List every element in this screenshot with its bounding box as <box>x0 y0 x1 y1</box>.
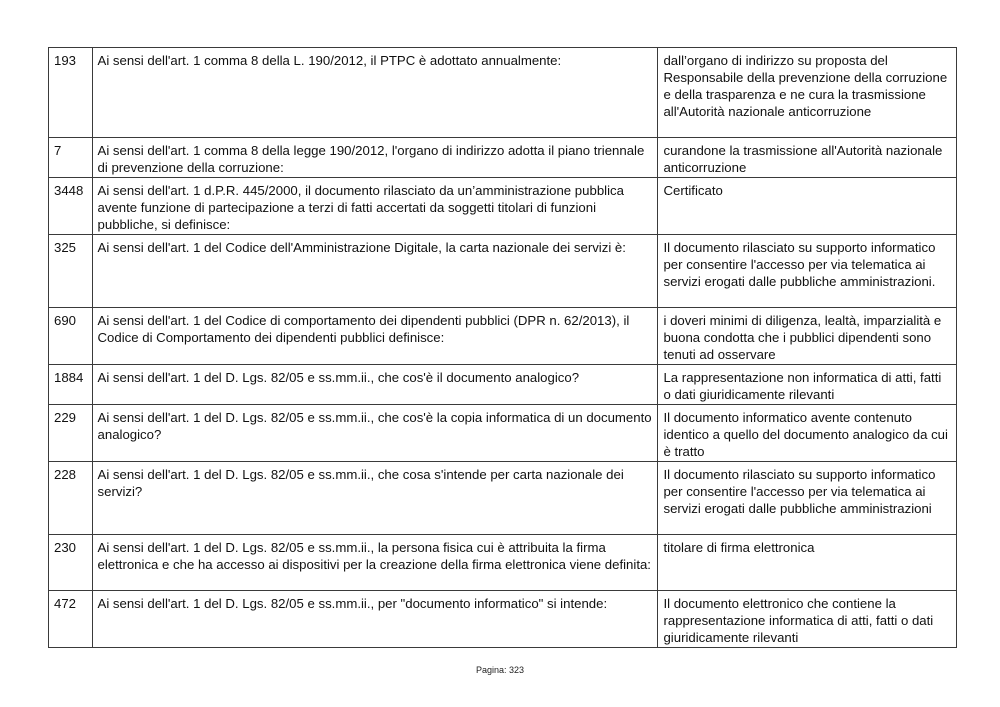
table-row <box>49 365 957 405</box>
table-row <box>49 138 957 178</box>
answer-text: La rappresentazione non informatica di atti, fatti o dati giuridicamente rilevanti <box>658 365 957 405</box>
question-number: 230 <box>49 535 93 591</box>
answer-text: dall’organo di indirizzo su proposta del Responsabile della prevenzione della corruzione e della trasparenza e ne cura la trasmissione all'Autorità nazionale anticorruzione <box>658 48 957 138</box>
table-row <box>49 48 957 138</box>
table-row <box>49 591 957 648</box>
question-text: Ai sensi dell'art. 1 del D. Lgs. 82/05 e ss.mm.ii., la persona fisica cui è attribuita la firma elettronica e che ha accesso ai dispositivi per la creazione della firma elettronica viene definita: <box>92 535 658 591</box>
question-number: 690 <box>49 308 93 365</box>
table-row <box>49 462 957 535</box>
answer-text: Il documento informatico avente contenuto identico a quello del documento analogico da cui è tratto <box>658 405 957 462</box>
question-text: Ai sensi dell'art. 1 del D. Lgs. 82/05 e ss.mm.ii., per "documento informatico" si intende: <box>92 591 658 648</box>
question-number: 228 <box>49 462 93 535</box>
question-text: Ai sensi dell'art. 1 del Codice dell'Amministrazione Digitale, la carta nazionale dei servizi è: <box>92 235 658 308</box>
question-number: 7 <box>49 138 93 178</box>
question-number: 3448 <box>49 178 93 235</box>
question-text: Ai sensi dell'art. 1 del Codice di comportamento dei dipendenti pubblici (DPR n. 62/2013), il Codice di Comportamento dei dipendenti pubblici definisce: <box>92 308 658 365</box>
answer-text: Il documento rilasciato su supporto informatico per consentire l'accesso per via telematica ai servizi erogati dalle pubbliche amministrazioni. <box>658 235 957 308</box>
answer-text: titolare di firma elettronica <box>658 535 957 591</box>
question-text: Ai sensi dell'art. 1 del D. Lgs. 82/05 e ss.mm.ii., che cos'è il documento analogico? <box>92 365 658 405</box>
question-text: Ai sensi dell'art. 1 comma 8 della L. 190/2012, il PTPC è adottato annualmente: <box>92 48 658 138</box>
answer-text: i doveri minimi di diligenza, lealtà, imparzialità e buona condotta che i pubblici dipendenti sono tenuti ad osservare <box>658 308 957 365</box>
table-row <box>49 178 957 235</box>
answer-text: Certificato <box>658 178 957 235</box>
question-text: Ai sensi dell'art. 1 comma 8 della legge 190/2012, l'organo di indirizzo adotta il piano triennale di prevenzione della corruzione: <box>92 138 658 178</box>
question-text: Ai sensi dell'art. 1 del D. Lgs. 82/05 e ss.mm.ii., che cosa s'intende per carta nazionale dei servizi? <box>92 462 658 535</box>
question-number: 325 <box>49 235 93 308</box>
question-number: 1884 <box>49 365 93 405</box>
answer-text: Il documento elettronico che contiene la rappresentazione informatica di atti, fatti o dati giuridicamente rilevanti <box>658 591 957 648</box>
question-number: 193 <box>49 48 93 138</box>
table-row <box>49 535 957 591</box>
table-row <box>49 405 957 462</box>
page-number: Pagina: 323 <box>475 665 525 675</box>
table-row <box>49 235 957 308</box>
question-text: Ai sensi dell'art. 1 del D. Lgs. 82/05 e ss.mm.ii., che cos'è la copia informatica di un documento analogico? <box>92 405 658 462</box>
answer-text: Il documento rilasciato su supporto informatico per consentire l'accesso per via telematica ai servizi erogati dalle pubbliche amministrazioni <box>658 462 957 535</box>
question-number: 229 <box>49 405 93 462</box>
answer-text: curandone la trasmissione all'Autorità nazionale anticorruzione <box>658 138 957 178</box>
question-text: Ai sensi dell'art. 1 d.P.R. 445/2000, il documento rilasciato da un’amministrazione pubblica avente funzione di partecipazione a terzi di fatti accertati da soggetti titolari di funzioni pubbliche, si definisce: <box>92 178 658 235</box>
question-number: 472 <box>49 591 93 648</box>
qa-table <box>48 47 957 648</box>
table-row <box>49 308 957 365</box>
